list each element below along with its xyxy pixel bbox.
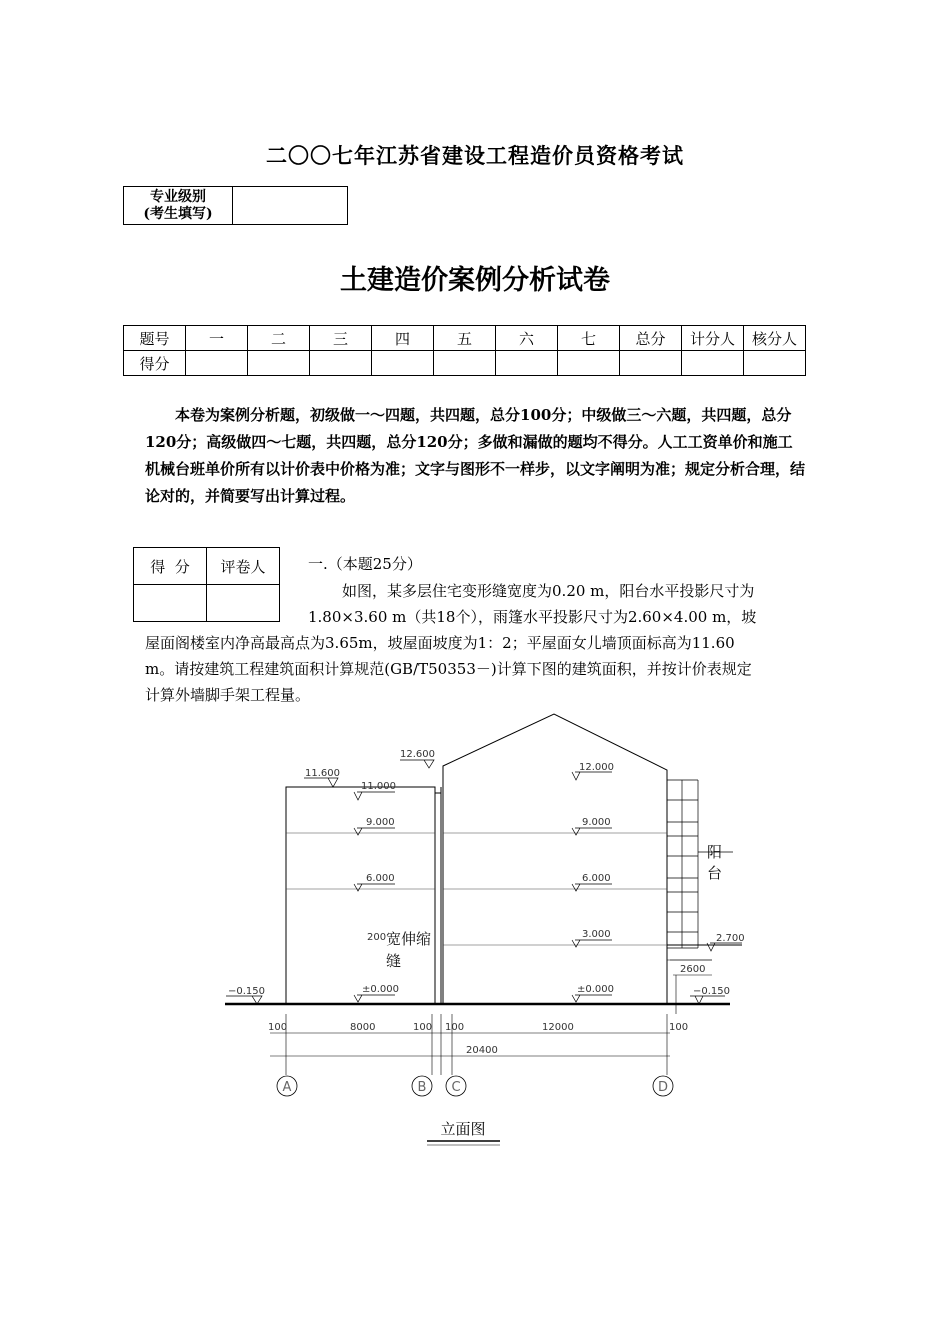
dim-12000: 12000: [542, 1022, 574, 1033]
elev-left-6: 6.000: [366, 873, 395, 884]
right-block: [443, 714, 667, 1004]
dim-100d: 100: [669, 1022, 689, 1033]
dim-20400: 20400: [466, 1045, 498, 1056]
elev-right-0: ±0.000: [577, 984, 615, 995]
elev-right-3: 3.000: [582, 929, 611, 940]
dim-100c: 100: [445, 1022, 465, 1033]
elev-right-ground: −0.150: [693, 986, 731, 997]
score-header-cell: 四: [372, 326, 434, 351]
elev-ridge: 12.600: [400, 749, 435, 760]
question-text-line: 如图，某多层住宅变形缝宽度为0.20 m，阳台水平投影尺寸为: [342, 582, 755, 600]
elev-left-ground: −0.150: [228, 986, 266, 997]
score-header-cell: 一: [186, 326, 248, 351]
axis-label-a: A: [282, 1080, 292, 1095]
question-heading: 一.（本题25分）: [308, 555, 422, 573]
axis-label-d: D: [657, 1080, 669, 1095]
question-text-line: 屋面阁楼室内净高最高点为3.65m，坡屋面坡度为1：2；平屋面女儿墙顶面标高为11.60: [145, 634, 735, 652]
joint-label-2: 缝: [386, 952, 402, 970]
axis-label-c: C: [451, 1080, 461, 1095]
score-header-cell: 二: [248, 326, 310, 351]
instructions: 本卷为案例分析题，初级做一～四题，共四题，总分100分；中级做三～六题，共四题，总分120分；高级做四～七题，共四题，总分120分；多做和漏做的题均不得分。人工工资单价和施工机械台班单价所有以计价表中价格为准；文字与图形不一样步，以文字阐明为准；规定分析合理，结论对的，并简要写出计算过程。: [145, 406, 806, 505]
balcony-label-1: 阳: [707, 843, 723, 861]
dim-8000: 8000: [350, 1022, 376, 1033]
level-label-line1: 专业级别: [150, 188, 206, 205]
level-label-line2: (考生填写): [143, 205, 213, 222]
score-row-label: 得分: [124, 351, 186, 376]
score-header-cell: 计分人: [682, 326, 744, 351]
question-text-line: 计算外墙脚手架工程量。: [145, 686, 311, 704]
grader-score-label: 得 分: [134, 548, 207, 585]
axis-label-b: B: [417, 1080, 427, 1095]
elev-parapet: 11.600: [305, 768, 340, 779]
grader-name-label: 评卷人: [207, 548, 280, 585]
score-header-cell: 总分: [620, 326, 682, 351]
drawing-caption: 立面图: [440, 1120, 486, 1138]
dim-2600: 2600: [680, 964, 706, 975]
elev-right-6: 6.000: [582, 873, 611, 884]
dim-100a: 100: [268, 1022, 288, 1033]
elev-left-9: 9.000: [366, 817, 395, 828]
elev-right-9: 9.000: [582, 817, 611, 828]
dim-100b: 100: [413, 1022, 433, 1033]
dim-200: 200: [367, 932, 387, 943]
elev-canopy: 2.700: [716, 933, 745, 944]
left-block: [286, 787, 435, 1004]
elevation-markers: [226, 760, 742, 1004]
elev-left-top: 11.000: [361, 781, 396, 792]
elev-left-0: ±0.000: [362, 984, 400, 995]
dimension-lines: [270, 960, 712, 1075]
question-text-line: m。请按建筑工程建筑面积计算规范(GB/T50353－)计算下图的建筑面积，并按计价表规定: [145, 660, 752, 678]
balcony-label-2: 台: [707, 864, 723, 882]
paper-title: 土建造价案例分析试卷: [340, 265, 610, 296]
score-header-cell: 题号: [124, 326, 186, 351]
joint-label-1: 宽伸缩: [386, 930, 432, 948]
score-header-cell: 五: [434, 326, 496, 351]
elev-right-top: 12.000: [579, 762, 614, 773]
score-header-cell: 三: [310, 326, 372, 351]
balcony-stack: [667, 780, 733, 948]
score-header-cell: 六: [496, 326, 558, 351]
exam-title: 二〇〇七年江苏省建设工程造价员资格考试: [266, 143, 684, 168]
question-text-line: 1.80×3.60 m（共18个），雨篷水平投影尺寸为2.60×4.00 m，坡: [308, 608, 757, 626]
score-header-cell: 核分人: [744, 326, 806, 351]
score-header-cell: 七: [558, 326, 620, 351]
